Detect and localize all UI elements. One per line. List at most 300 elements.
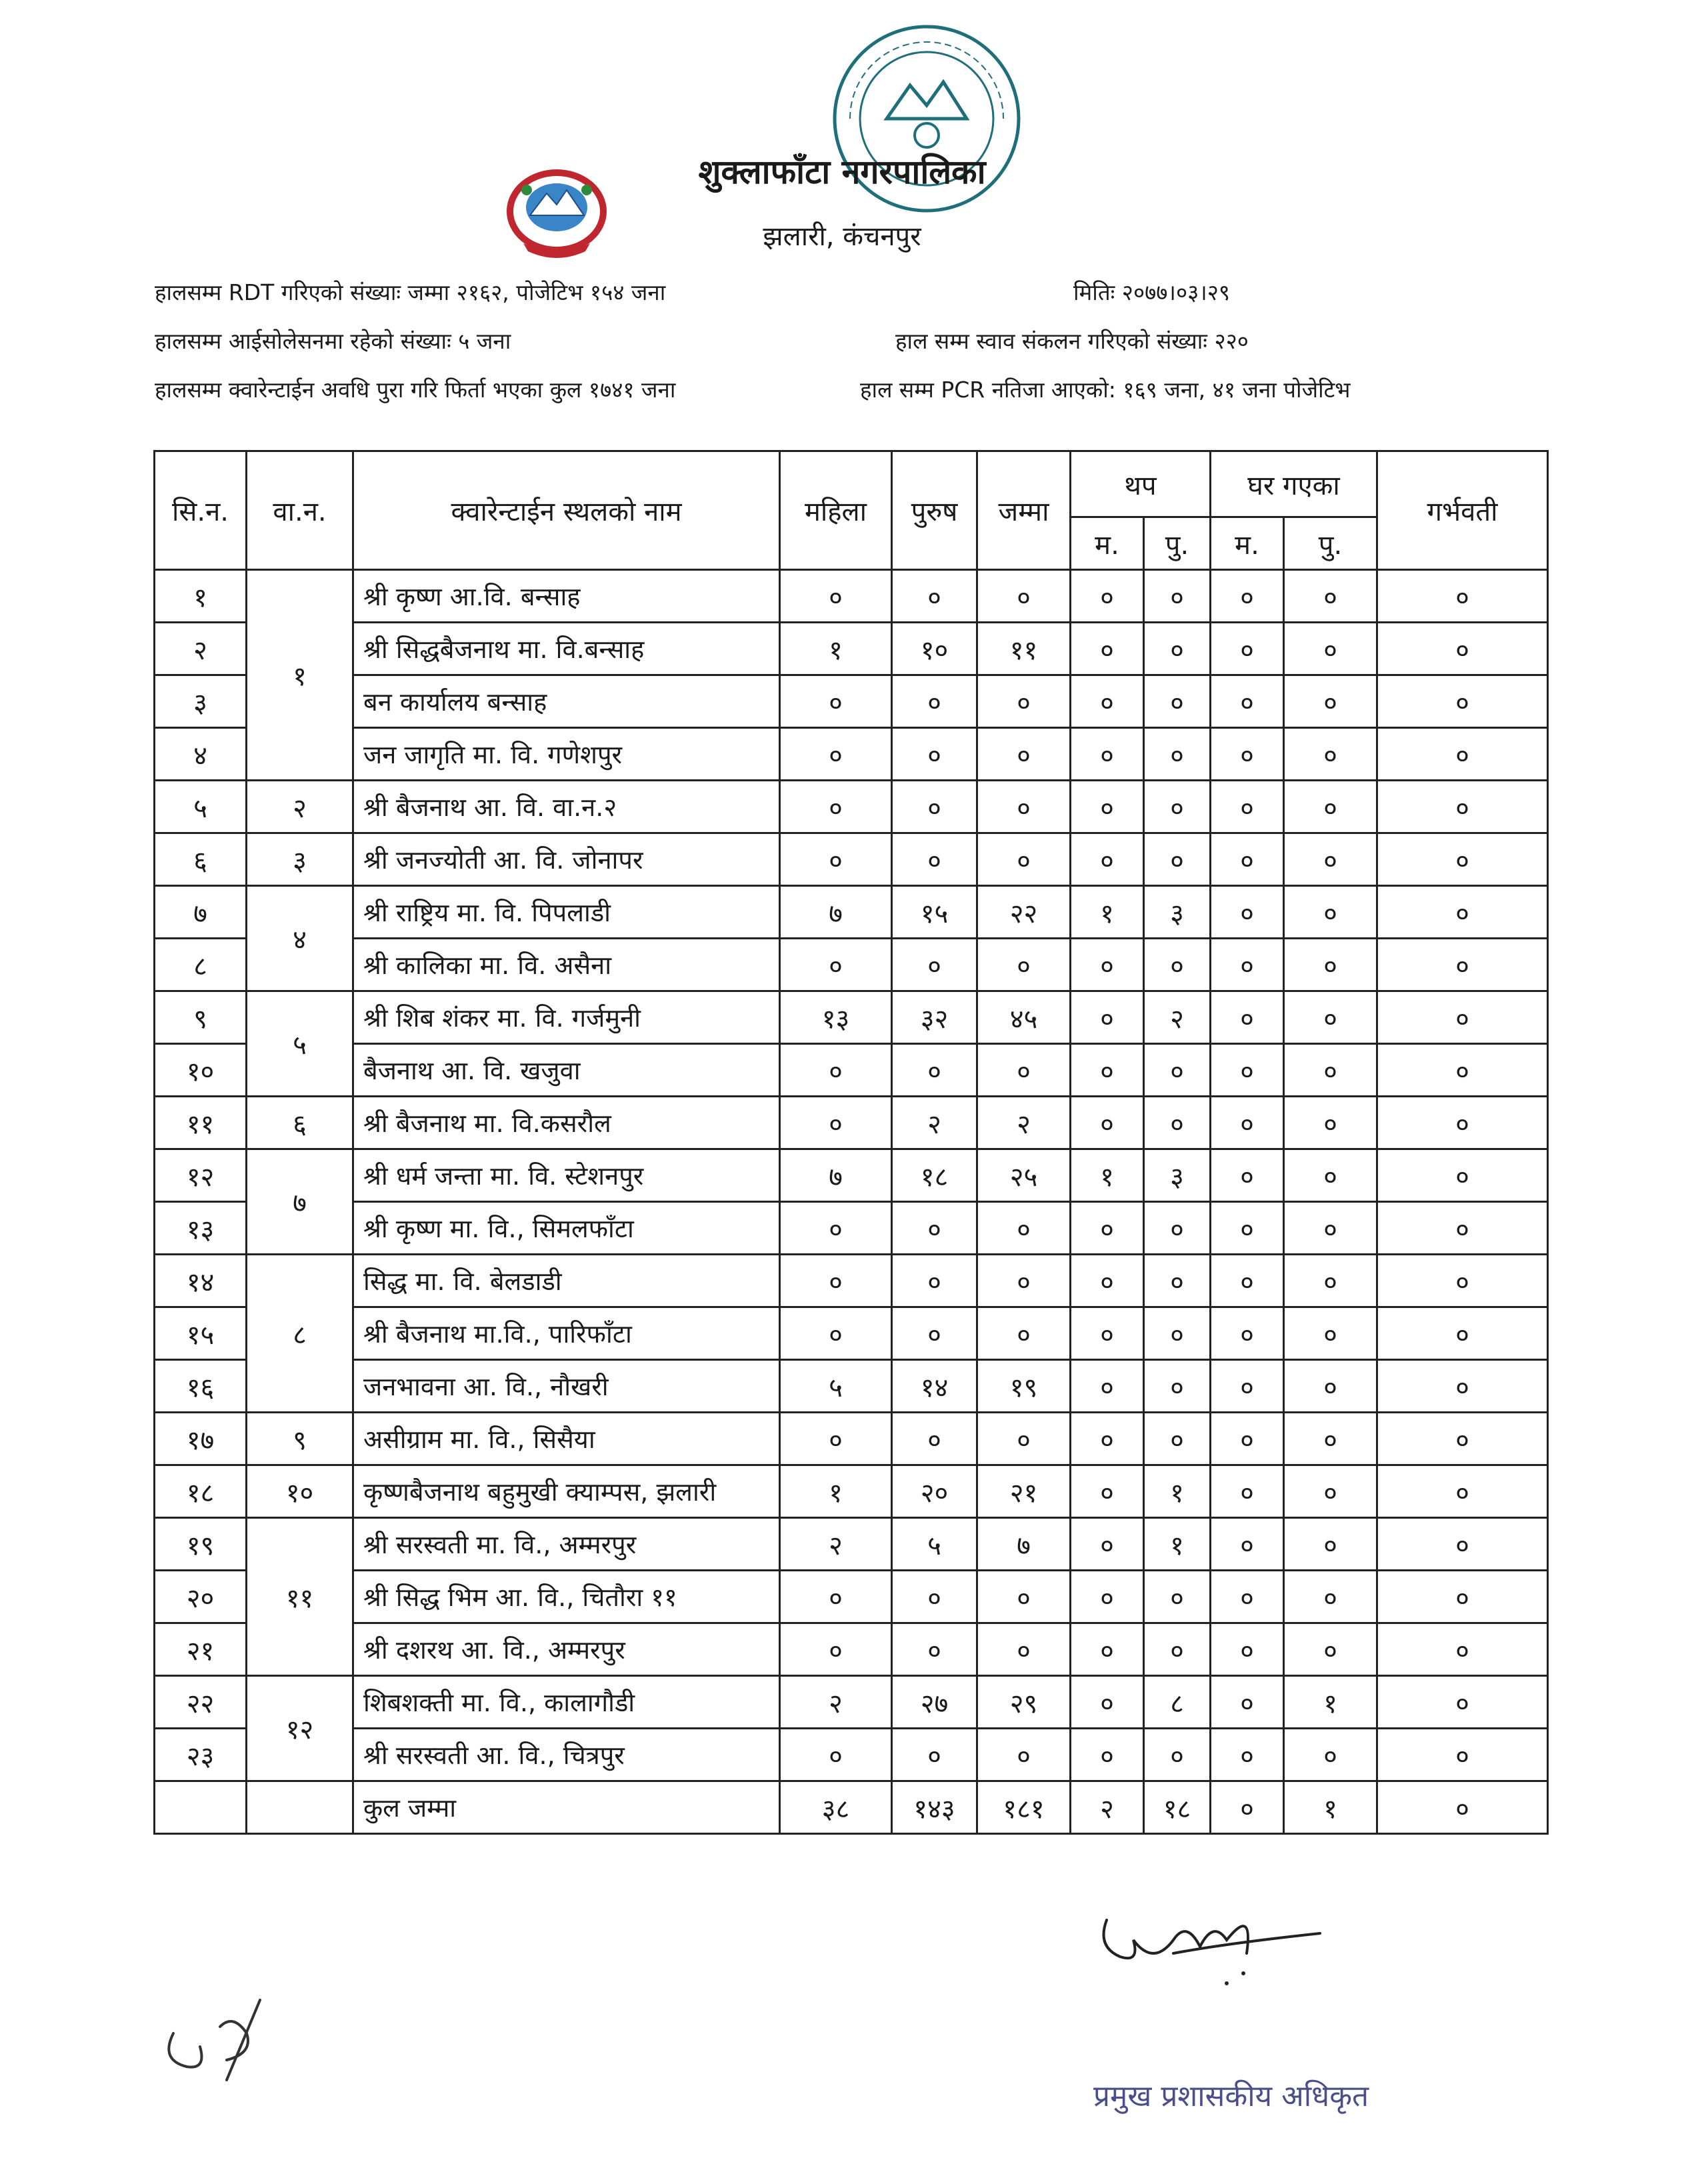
cell-home-m: ० (1211, 1571, 1284, 1623)
cell-ward: २ (247, 781, 353, 833)
cell-pregnant: ० (1377, 1360, 1548, 1413)
cell-female: ७ (780, 886, 892, 939)
cell-pregnant: ० (1377, 1044, 1548, 1097)
cell-female: ० (780, 781, 892, 833)
cell-sn: १ (155, 570, 247, 623)
table-row (155, 1623, 1548, 1676)
cell-name: श्री कृष्ण मा. वि., सिमलफाँटा (353, 1202, 780, 1255)
cell-male: ० (892, 833, 977, 886)
cell-male: ० (892, 675, 977, 728)
cell-home-m: ० (1211, 1360, 1284, 1413)
swab-count: हाल सम्म स्वाव संकलन गरिएको संख्याः २२० (895, 328, 1249, 354)
report-date: मितिः २०७७।०३।२९ (1073, 279, 1231, 305)
cell-female: ५ (780, 1360, 892, 1413)
cell-male: १८ (892, 1149, 977, 1202)
cell-extra-m: ० (1071, 939, 1144, 991)
cell-name: जन जागृति मा. वि. गणेशपुर (353, 728, 780, 781)
cell-pregnant: ० (1377, 675, 1548, 728)
header-home-p: पु. (1284, 517, 1377, 570)
cell-extra-m: ० (1071, 1465, 1144, 1518)
cell-ward (247, 1781, 353, 1834)
cell-name: कृष्णबैजनाथ बहुमुखी क्याम्पस, झलारी (353, 1465, 780, 1518)
cell-home-p: ० (1284, 1360, 1377, 1413)
cell-pregnant: ० (1377, 1623, 1548, 1676)
cell-pregnant: ० (1377, 570, 1548, 623)
cell-sn: ११ (155, 1097, 247, 1149)
cell-extra-p: ० (1144, 939, 1211, 991)
cell-extra-m: ० (1071, 833, 1144, 886)
cell-extra-p: ० (1144, 1571, 1211, 1623)
cell-sn: ३ (155, 675, 247, 728)
cell-name: श्री सरस्वती आ. वि., चित्रपुर (353, 1729, 780, 1781)
cell-home-m: ० (1211, 623, 1284, 675)
cell-name: श्री बैजनाथ मा. वि.कसरौल (353, 1097, 780, 1149)
cell-name: श्री कृष्ण आ.वि. बन्साह (353, 570, 780, 623)
cell-extra-m: ० (1071, 1202, 1144, 1255)
cell-home-m: ० (1211, 939, 1284, 991)
cell-female: ० (780, 728, 892, 781)
cell-name: श्री धर्म जन्ता मा. वि. स्टेशनपुर (353, 1149, 780, 1202)
cell-ward: १२ (247, 1676, 353, 1781)
cell-female: १३ (780, 991, 892, 1044)
cell-sn (155, 1781, 247, 1834)
cell-female: ३८ (780, 1781, 892, 1834)
cell-extra-m: ० (1071, 1413, 1144, 1465)
cell-home-p: ० (1284, 1623, 1377, 1676)
cell-home-m: ० (1211, 1676, 1284, 1729)
table-row (155, 1149, 1548, 1202)
table-row (155, 1518, 1548, 1571)
cell-total: ० (977, 939, 1071, 991)
cell-name: श्री कालिका मा. वि. असैना (353, 939, 780, 991)
cell-total: ० (977, 833, 1071, 886)
cell-sn: १७ (155, 1413, 247, 1465)
header-extra-m: म. (1071, 517, 1144, 570)
cell-extra-p: ० (1144, 1097, 1211, 1149)
cell-female: ० (780, 1044, 892, 1097)
municipality-title: शुक्लाफाँटा नगरपालिका (698, 153, 986, 191)
cell-name: श्री बैजनाथ आ. वि. वा.न.२ (353, 781, 780, 833)
cell-female: १ (780, 623, 892, 675)
cell-extra-p: ० (1144, 781, 1211, 833)
cell-pregnant: ० (1377, 833, 1548, 886)
header-female: महिला (780, 451, 892, 570)
cell-pregnant: ० (1377, 1729, 1548, 1781)
header-total: जम्मा (977, 451, 1071, 570)
cell-male: ० (892, 1202, 977, 1255)
cell-home-p: ० (1284, 991, 1377, 1044)
cell-extra-p: ० (1144, 1307, 1211, 1360)
table-row (155, 1360, 1548, 1413)
cell-pregnant: ० (1377, 1202, 1548, 1255)
header-sn: सि.न. (155, 451, 247, 570)
cell-extra-m: ० (1071, 1097, 1144, 1149)
cell-pregnant: ० (1377, 1097, 1548, 1149)
cell-sn: ४ (155, 728, 247, 781)
cell-extra-p: २ (1144, 991, 1211, 1044)
cell-total: ० (977, 728, 1071, 781)
cell-male: ० (892, 1255, 977, 1307)
cell-male: २० (892, 1465, 977, 1518)
cell-sn: १४ (155, 1255, 247, 1307)
cell-extra-p: १ (1144, 1465, 1211, 1518)
cell-male: १४ (892, 1360, 977, 1413)
cell-extra-p: ० (1144, 1729, 1211, 1781)
cell-extra-m: ० (1071, 1044, 1144, 1097)
cell-extra-m: १ (1071, 1149, 1144, 1202)
cell-home-m: ० (1211, 1729, 1284, 1781)
cell-home-p: १ (1284, 1676, 1377, 1729)
cell-total: ७ (977, 1518, 1071, 1571)
cell-male: १५ (892, 886, 977, 939)
cell-pregnant: ० (1377, 1307, 1548, 1360)
cell-total: ० (977, 1202, 1071, 1255)
cell-home-m: ० (1211, 991, 1284, 1044)
cell-extra-p: ० (1144, 1044, 1211, 1097)
cell-extra-m: ० (1071, 1676, 1144, 1729)
cell-home-m: ० (1211, 886, 1284, 939)
cell-name: श्री सरस्वती मा. वि., अम्मरपुर (353, 1518, 780, 1571)
cell-male: ० (892, 781, 977, 833)
cell-home-p: ० (1284, 728, 1377, 781)
cell-male: १४३ (892, 1781, 977, 1834)
cell-female: ० (780, 1623, 892, 1676)
cell-extra-p: ० (1144, 1255, 1211, 1307)
cell-home-p: ० (1284, 833, 1377, 886)
table-row (155, 939, 1548, 991)
cell-home-p: ० (1284, 1518, 1377, 1571)
table-row (155, 675, 1548, 728)
cell-total: ० (977, 1623, 1071, 1676)
cell-total: ० (977, 1255, 1071, 1307)
cell-home-p: ० (1284, 675, 1377, 728)
cell-female: ० (780, 1255, 892, 1307)
cell-sn: १९ (155, 1518, 247, 1571)
cell-female: ० (780, 570, 892, 623)
table-row (155, 1413, 1548, 1465)
cell-home-p: ० (1284, 1202, 1377, 1255)
cell-name: श्री राष्ट्रिय मा. वि. पिपलाडी (353, 886, 780, 939)
cell-home-m: ० (1211, 1413, 1284, 1465)
cell-sn: ९ (155, 991, 247, 1044)
cell-male: ० (892, 1623, 977, 1676)
cell-extra-p: ० (1144, 1202, 1211, 1255)
cell-name: सिद्ध मा. वि. बेलडाडी (353, 1255, 780, 1307)
quarantine-table (153, 450, 1549, 1835)
cell-male: ० (892, 1571, 977, 1623)
cell-name: शिबशक्ती मा. वि., कालागौडी (353, 1676, 780, 1729)
cell-home-p: ० (1284, 1149, 1377, 1202)
cell-home-p: ० (1284, 1571, 1377, 1623)
cell-male: ५ (892, 1518, 977, 1571)
cell-male: ० (892, 1307, 977, 1360)
cell-name: जनभावना आ. वि., नौखरी (353, 1360, 780, 1413)
table-row (155, 623, 1548, 675)
cell-home-m: ० (1211, 1465, 1284, 1518)
cell-home-m: ० (1211, 1149, 1284, 1202)
cell-home-m: ० (1211, 781, 1284, 833)
cell-total: ० (977, 1729, 1071, 1781)
pcr-result: हाल सम्म PCR नतिजा आएको: १६९ जना, ४१ जना पोजेटिभ (860, 377, 1351, 403)
cell-sn: ७ (155, 886, 247, 939)
cell-total: ४५ (977, 991, 1071, 1044)
table-row (155, 1307, 1548, 1360)
cell-pregnant: ० (1377, 1676, 1548, 1729)
cell-total: ० (977, 1307, 1071, 1360)
cell-home-m: ० (1211, 675, 1284, 728)
cell-sn: ८ (155, 939, 247, 991)
cell-extra-p: ० (1144, 1413, 1211, 1465)
cell-female: ० (780, 1413, 892, 1465)
cell-home-m: ० (1211, 728, 1284, 781)
cell-home-m: ० (1211, 1518, 1284, 1571)
cell-name: बैजनाथ आ. वि. खजुवा (353, 1044, 780, 1097)
cell-extra-p: ० (1144, 728, 1211, 781)
table-row (155, 728, 1548, 781)
table-row (155, 1465, 1548, 1518)
cell-home-m: ० (1211, 1202, 1284, 1255)
cell-home-m: ० (1211, 1781, 1284, 1834)
cell-total: २५ (977, 1149, 1071, 1202)
cell-pregnant: ० (1377, 1465, 1548, 1518)
cell-extra-m: ० (1071, 570, 1144, 623)
table-row (155, 781, 1548, 833)
header-male: पुरुष (892, 451, 977, 570)
table-row (155, 991, 1548, 1044)
table-row (155, 886, 1548, 939)
cell-extra-m: ० (1071, 623, 1144, 675)
cell-home-p: ० (1284, 1413, 1377, 1465)
cell-sn: १८ (155, 1465, 247, 1518)
header-went-home: घर गएका (1211, 451, 1377, 517)
rdt-count: हालसम्म RDT गरिएको संख्याः जम्मा २१६२, पोजेटिभ १५४ जना (155, 279, 666, 305)
cell-total: ० (977, 781, 1071, 833)
table-row (155, 1202, 1548, 1255)
cell-home-p: ० (1284, 1307, 1377, 1360)
cell-sn: २ (155, 623, 247, 675)
cell-pregnant: ० (1377, 1518, 1548, 1571)
cell-extra-m: ० (1071, 991, 1144, 1044)
header-extra-p: पु. (1144, 517, 1211, 570)
cell-sn: १० (155, 1044, 247, 1097)
cell-ward: ९ (247, 1413, 353, 1465)
cell-ward: ५ (247, 991, 353, 1097)
cell-name: बन कार्यालय बन्साह (353, 675, 780, 728)
header-name: क्वारेन्टाईन स्थलको नाम (353, 451, 780, 570)
cell-extra-m: ० (1071, 1307, 1144, 1360)
cell-total: २ (977, 1097, 1071, 1149)
cell-ward: ३ (247, 833, 353, 886)
cell-home-p: ० (1284, 1465, 1377, 1518)
cell-home-m: ० (1211, 833, 1284, 886)
cell-male: २ (892, 1097, 977, 1149)
cell-male: ० (892, 1413, 977, 1465)
cell-extra-p: १ (1144, 1518, 1211, 1571)
cell-home-p: ० (1284, 1097, 1377, 1149)
cell-extra-m: ० (1071, 781, 1144, 833)
cell-pregnant: ० (1377, 939, 1548, 991)
cell-ward: ४ (247, 886, 353, 991)
cell-extra-m: ० (1071, 728, 1144, 781)
cell-home-p: ० (1284, 570, 1377, 623)
cell-home-m: ० (1211, 1097, 1284, 1149)
cell-extra-m: १ (1071, 886, 1144, 939)
cell-pregnant: ० (1377, 728, 1548, 781)
cell-extra-p: ० (1144, 1360, 1211, 1413)
cell-pregnant: ० (1377, 991, 1548, 1044)
cell-female: १ (780, 1465, 892, 1518)
cell-female: ७ (780, 1149, 892, 1202)
cell-female: ० (780, 833, 892, 886)
cell-home-p: ० (1284, 1255, 1377, 1307)
cell-sn: २० (155, 1571, 247, 1623)
table-row (155, 1097, 1548, 1149)
cell-extra-m: २ (1071, 1781, 1144, 1834)
table-row (155, 1676, 1548, 1729)
cell-ward: ७ (247, 1149, 353, 1255)
cell-home-p: ० (1284, 623, 1377, 675)
header-ward: वा.न. (247, 451, 353, 570)
cell-extra-p: ० (1144, 1623, 1211, 1676)
officer-title: प्रमुख प्रशासकीय अधिकृत (1093, 2079, 1369, 2113)
cell-extra-p: १८ (1144, 1781, 1211, 1834)
cell-total: ० (977, 1413, 1071, 1465)
header-pregnant: गर्भवती (1377, 451, 1548, 570)
cell-extra-p: ३ (1144, 886, 1211, 939)
cell-extra-p: ८ (1144, 1676, 1211, 1729)
cell-ward: १ (247, 570, 353, 781)
table-row (155, 1729, 1548, 1781)
cell-sn: १६ (155, 1360, 247, 1413)
cell-name: श्री जनज्योती आ. वि. जोनापर (353, 833, 780, 886)
cell-extra-m: ० (1071, 1623, 1144, 1676)
cell-female: ० (780, 1202, 892, 1255)
cell-ward: ८ (247, 1255, 353, 1413)
cell-sn: २३ (155, 1729, 247, 1781)
cell-female: ० (780, 675, 892, 728)
cell-total: ० (977, 570, 1071, 623)
cell-female: ० (780, 1097, 892, 1149)
cell-total: २९ (977, 1676, 1071, 1729)
table-row (155, 1255, 1548, 1307)
cell-name: कुल जम्मा (353, 1781, 780, 1834)
cell-home-m: ० (1211, 570, 1284, 623)
cell-total: २२ (977, 886, 1071, 939)
cell-ward: ६ (247, 1097, 353, 1149)
cell-pregnant: ० (1377, 1255, 1548, 1307)
cell-total: २१ (977, 1465, 1071, 1518)
cell-home-p: ० (1284, 1044, 1377, 1097)
cell-extra-p: ० (1144, 623, 1211, 675)
cell-male: ० (892, 728, 977, 781)
cell-name: श्री सिद्ध भिम आ. वि., चितौरा ११ (353, 1571, 780, 1623)
cell-pregnant: ० (1377, 1781, 1548, 1834)
table-row (155, 1571, 1548, 1623)
cell-ward: ११ (247, 1518, 353, 1676)
cell-female: ० (780, 1729, 892, 1781)
cell-sn: १५ (155, 1307, 247, 1360)
cell-sn: ५ (155, 781, 247, 833)
isolation-count: हालसम्म आईसोलेसनमा रहेको संख्याः ५ जना (155, 328, 511, 354)
cell-male: २७ (892, 1676, 977, 1729)
cell-total: ० (977, 1044, 1071, 1097)
cell-home-p: ० (1284, 939, 1377, 991)
cell-ward: १० (247, 1465, 353, 1518)
cell-extra-p: ० (1144, 833, 1211, 886)
cell-home-p: ० (1284, 781, 1377, 833)
cell-female: ० (780, 1571, 892, 1623)
signature-icon (1093, 1893, 1333, 1993)
cell-name: श्री शिब शंकर मा. वि. गर्जमुनी (353, 991, 780, 1044)
cell-pregnant: ० (1377, 781, 1548, 833)
returned-count: हालसम्म क्वारेन्टाईन अवधि पुरा गरि फिर्ता भएका कुल १७४१ जना (155, 377, 676, 403)
cell-female: २ (780, 1518, 892, 1571)
cell-total: १९ (977, 1360, 1071, 1413)
municipality-address: झलारी, कंचनपुर (763, 221, 921, 252)
cell-name: श्री दशरथ आ. वि., अम्मरपुर (353, 1623, 780, 1676)
cell-total: ० (977, 1571, 1071, 1623)
total-row (155, 1781, 1548, 1834)
cell-total: १८१ (977, 1781, 1071, 1834)
table-row (155, 570, 1548, 623)
table-body (155, 570, 1548, 1834)
cell-female: ० (780, 1307, 892, 1360)
cell-male: ० (892, 939, 977, 991)
cell-extra-m: ० (1071, 1729, 1144, 1781)
cell-home-m: ० (1211, 1307, 1284, 1360)
cell-home-p: ० (1284, 1729, 1377, 1781)
cell-male: १० (892, 623, 977, 675)
cell-pregnant: ० (1377, 886, 1548, 939)
cell-home-m: ० (1211, 1255, 1284, 1307)
cell-extra-p: ० (1144, 675, 1211, 728)
cell-male: ० (892, 570, 977, 623)
cell-total: ११ (977, 623, 1071, 675)
cell-name: असीग्राम मा. वि., सिसैया (353, 1413, 780, 1465)
cell-pregnant: ० (1377, 623, 1548, 675)
cell-extra-p: ३ (1144, 1149, 1211, 1202)
cell-home-p: ० (1284, 886, 1377, 939)
cell-pregnant: ० (1377, 1413, 1548, 1465)
cell-home-p: १ (1284, 1781, 1377, 1834)
header-extra: थप (1071, 451, 1211, 517)
cell-pregnant: ० (1377, 1571, 1548, 1623)
cell-extra-m: ० (1071, 1571, 1144, 1623)
cell-sn: १३ (155, 1202, 247, 1255)
cell-male: ० (892, 1729, 977, 1781)
cell-extra-m: ० (1071, 1518, 1144, 1571)
cell-extra-m: ० (1071, 1255, 1144, 1307)
cell-name: श्री सिद्धबैजनाथ मा. वि.बन्साह (353, 623, 780, 675)
cell-sn: ६ (155, 833, 247, 886)
page-mark-icon (153, 1987, 287, 2087)
table-row (155, 833, 1548, 886)
cell-sn: २१ (155, 1623, 247, 1676)
table-row (155, 1044, 1548, 1097)
cell-female: ० (780, 939, 892, 991)
cell-female: २ (780, 1676, 892, 1729)
cell-home-m: ० (1211, 1044, 1284, 1097)
cell-extra-p: ० (1144, 570, 1211, 623)
cell-extra-m: ० (1071, 675, 1144, 728)
cell-male: ० (892, 1044, 977, 1097)
cell-name: श्री बैजनाथ मा.वि., पारिफाँटा (353, 1307, 780, 1360)
cell-total: ० (977, 675, 1071, 728)
cell-male: ३२ (892, 991, 977, 1044)
cell-sn: १२ (155, 1149, 247, 1202)
cell-home-m: ० (1211, 1623, 1284, 1676)
header-home-m: म. (1211, 517, 1284, 570)
